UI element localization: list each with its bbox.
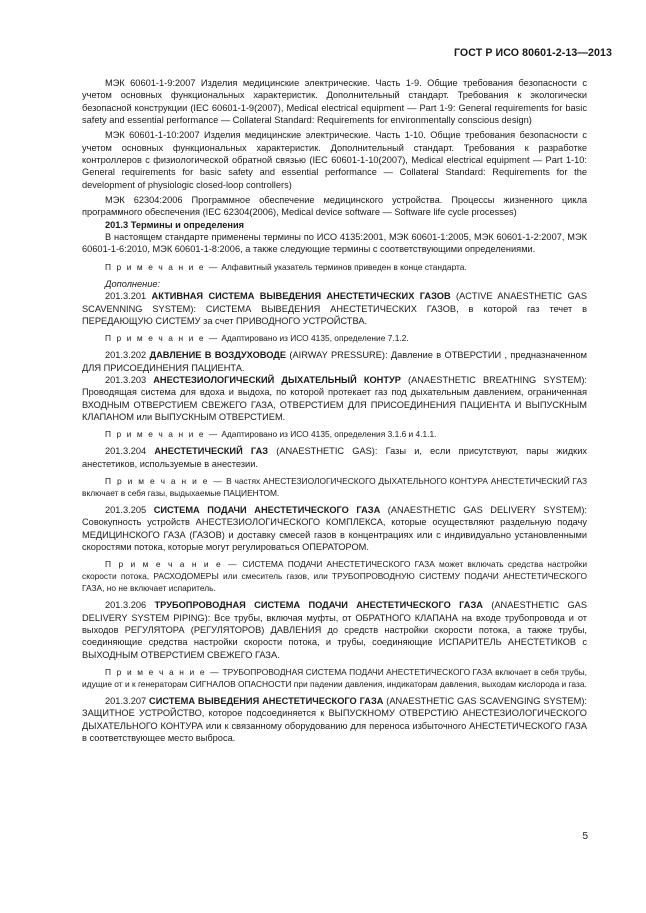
note-text: ТРУБОПРОВОДНАЯ СИСТЕМА ПОДАЧИ АНЕСТЕТИЧЕСКОГО ГАЗА включает в себя трубы, идущие от и к генераторам СИГНАЛОВ ОПАСНОСТИ при падении давления, индикаторам давления, выходам кислорода и газа. bbox=[82, 667, 587, 690]
note-label: П р и м е ч а н и е — bbox=[105, 429, 219, 440]
term-definition: (ANAESTHETIC GAS SCAVENGING SYSTEM): ЗАЩИТНОЕ УСТРОЙСТВО, которое подсоединяется к ВЫПУСКНОМУ ОТВЕРСТИЮ АНЕСТЕЗИОЛОГИЧЕСКОГО ДЫХАТЕЛЬНОГО КОНТУРА или к связанному оборудованию для переноса избыточного АНЕСТЕТИЧЕСКОГО ГАЗА в соответствующее место выброса. bbox=[82, 696, 587, 744]
reference-iec-60601-1-10: МЭК 60601-1-10:2007 Изделия медицинские электрические. Часть 1-10. Общие требования безопасности с учетом основных функциональных характеристик. Дополнительный стандарт. Требования к разработке контроллеров с физиологической обратной связью (IEC 60601-1-10(2007), Medical electrical equipment — Part 1-10: General requirements for basic safety and essential performance — Collateral Standard: Requirements for the development of physiologic closed-loop controllers) bbox=[82, 130, 587, 190]
term-204 bbox=[82, 445, 587, 470]
document-body bbox=[82, 77, 587, 744]
note-201 bbox=[82, 332, 587, 344]
term-number: 201.3.204 bbox=[105, 446, 147, 457]
note-text: Алфавитный указатель терминов приведен в конце стандарта. bbox=[221, 261, 467, 272]
term-name: ТРУБОПРОВОДНАЯ СИСТЕМА ПОДАЧИ АНЕСТЕТИЧЕСКОГО ГАЗА bbox=[154, 600, 483, 611]
term-definition: (ANAESTHETIC BREATHING SYSTEM): Проводящая система для вдоха и выдоха, по которой протекает газ под дыхательным давлением, ограниченная ВХОДНЫМ ОТВЕРСТИЕМ СВЕЖЕГО ГАЗА, ОТВЕРСТИЕМ ДЛЯ ПРИСОЕДИНЕНИЯ ПАЦИЕНТА И ВЫПУСКНЫМ КЛАПАНОМ или ВЫПУСКНЫМ ОТВЕРСТИЕМ. bbox=[82, 374, 587, 422]
term-number: 201.3.207 bbox=[105, 696, 147, 707]
term-206 bbox=[82, 599, 587, 661]
note-label: П р и м е ч а н и е — bbox=[105, 261, 219, 272]
term-number: 201.3.206 bbox=[105, 600, 147, 611]
note-label: П р и м е ч а н и е — bbox=[105, 667, 221, 678]
term-number: 201.3.202 bbox=[105, 350, 147, 361]
term-name: АНЕСТЕТИЧЕСКИЙ ГАЗ bbox=[154, 446, 269, 457]
note-text: СИСТЕМА ПОДАЧИ АНЕСТЕТИЧЕСКОГО ГАЗА может включать средства настройки скорости потока, РАСХОДОМЕРЫ или смеситель газов, или ТРУБОПРОВОДНУЮ СИСТЕМУ ПОДАЧИ АНЕСТЕТИЧЕСКОГО ГАЗА, но не включает испаритель. bbox=[82, 559, 588, 594]
section-intro: В настоящем стандарте применены термины по ИСО 4135:2001, МЭК 60601-1:2005, МЭК 60601-1-2:2007, МЭК 60601-1-6:2010, МЭК 60601-1-8:2006, а также следующие термины с соответствующими определениями. bbox=[82, 232, 587, 255]
term-number: 201.3.205 bbox=[105, 504, 147, 515]
note-text: Адаптировано из ИСО 4135, определение 7.1.2. bbox=[221, 333, 409, 344]
note-label: П р и м е ч а н и е — bbox=[105, 475, 224, 486]
term-name: АНЕСТЕЗИОЛОГИЧЕСКИЙ ДЫХАТЕЛЬНЫЙ КОНТУР bbox=[153, 374, 401, 385]
term-203 bbox=[82, 374, 587, 423]
term-name: СИСТЕМА ВЫВЕДЕНИЯ АНЕСТЕТИЧЕСКОГО ГАЗА bbox=[149, 696, 384, 707]
document-header: ГОСТ Р ИСО 80601-2-13—2013 bbox=[453, 47, 612, 59]
term-definition: (ANAESTHETIC GAS DELIVERY SYSTEM PIPING): Все трубы, включая муфты, от ОБРАТНОГО КЛАПАНА на входе трубопровода и от выходов РЕГУЛЯТОРА (РЕГУЛЯТОРОВ) ДАВЛЕНИЯ до средств настройки скорости потока, а также трубы, соединяющие средства настройки скорости потока, и трубы, соединяющие ИСПАРИТЕЛЬ АНЕСТЕТИКОВ с ВЫХОДНЫМ ОТВЕРСТИЕМ СВЕЖЕГО ГАЗА. bbox=[82, 600, 588, 660]
addition-label: Дополнение: bbox=[105, 278, 161, 289]
term-name: АКТИВНАЯ СИСТЕМА ВЫВЕДЕНИЯ АНЕСТЕТИЧЕСКИХ ГАЗОВ bbox=[151, 291, 451, 302]
note-text: В частях АНЕСТЕЗИОЛОГИЧЕСКОГО ДЫХАТЕЛЬНОГО КОНТУРА АНЕСТЕТИЧЕСКИЙ ГАЗ включает в себя газы, выдыхаемые ПАЦИЕНТОМ. bbox=[82, 475, 588, 498]
term-number: 201.3.203 bbox=[105, 374, 147, 385]
note-203 bbox=[82, 428, 587, 440]
note-205 bbox=[82, 558, 587, 594]
term-definition: (ANAESTHETIC GAS DELIVERY SYSTEM): Совокупность устройств АНЕСТЕЗИОЛОГИЧЕСКОГО КОМПЛЕКСА, которые осуществляют раздельную подачу МЕДИЦИНСКОГО ГАЗА (ГАЗОВ) и доставку смесей газов в концентрациях или с индивидуально установленными скоростями потока, которые могут регулироваться ОПЕРАТОРОМ. bbox=[82, 504, 587, 552]
note-text: Адаптировано из ИСО 4135, определения 3.1.6 и 4.1.1. bbox=[221, 429, 437, 440]
term-definition: (ACTIVE ANAESTHETIC GAS SCAVENNING SYSTEM): СИСТЕМА ВЫВЕДЕНИЯ АНЕСТЕТИЧЕСКИХ ГАЗОВ, в которой газ течет в ПЕРЕДАЮЩУЮ СИСТЕМУ за счет ПРИВОДНОГО УСТРОЙСТВА. bbox=[82, 291, 588, 326]
term-number: 201.3.201 bbox=[105, 291, 147, 302]
page-number: 5 bbox=[582, 831, 588, 842]
note-intro bbox=[82, 261, 587, 273]
note-label: П р и м е ч а н и е — bbox=[105, 559, 239, 570]
note-206 bbox=[82, 666, 587, 690]
note-label: П р и м е ч а н и е — bbox=[105, 333, 219, 344]
term-201 bbox=[82, 290, 587, 327]
section-heading: 201.3 Термины и определения bbox=[105, 219, 245, 230]
reference-iec-60601-1-9: МЭК 60601-1-9:2007 Изделия медицинские электрические. Часть 1-9. Общие требования безопасности с учетом основных функциональных характеристик. Дополнительный стандарт. Требования к экологически безопасной конструкции (IEC 60601-1-9(2007), Medical electrical equipment — Part 1-9: General requirements for basic safety and essential performance — Collateral Standard: Requirements for environmentally conscious design) bbox=[82, 78, 587, 126]
reference-iec-62304: МЭК 62304:2006 Программное обеспечение медицинского устройства. Процессы жизненного цикла программного обеспечения (IEC 62304(2006), Medical device software — Software life cycle processes) bbox=[82, 195, 587, 218]
term-definition: (ANAESTHETIC GAS): Газы и, если присутствуют, пары жидких анестетиков, используемые в анестезии. bbox=[82, 446, 587, 469]
term-205 bbox=[82, 504, 587, 553]
term-name: СИСТЕМА ПОДАЧИ АНЕСТЕТИЧЕСКОГО ГАЗА bbox=[153, 504, 381, 515]
note-204 bbox=[82, 475, 587, 499]
term-definition: (AIRWAY PRESSURE): Давление в ОТВЕРСТИИ , предназначенном ДЛЯ ПРИСОЕДИНЕНИЯ ПАЦИЕНТА. bbox=[82, 350, 587, 373]
term-202 bbox=[82, 349, 587, 374]
term-207 bbox=[82, 695, 587, 744]
term-name: ДАВЛЕНИЕ В ВОЗДУХОВОДЕ bbox=[149, 350, 287, 361]
